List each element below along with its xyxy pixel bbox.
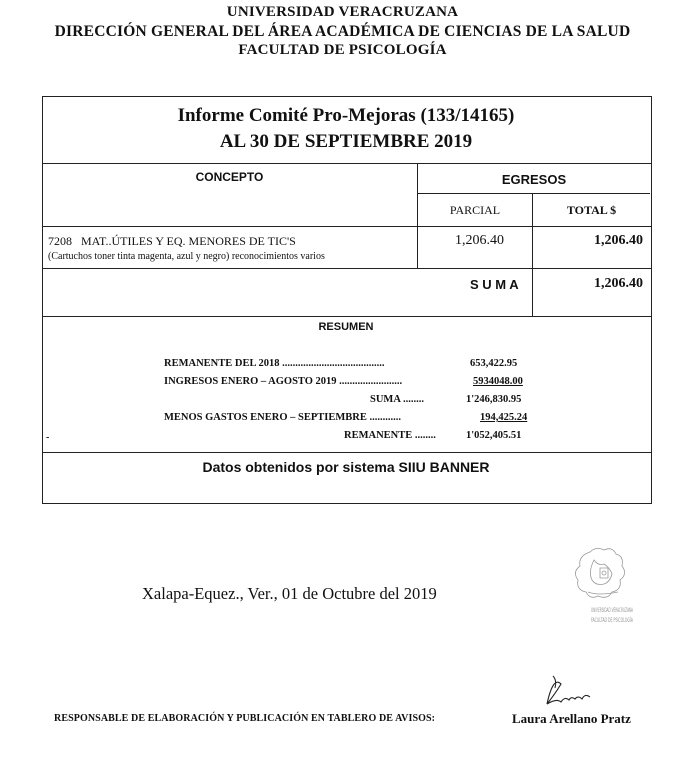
source-note: Datos obtenidos por sistema SIIU BANNER <box>202 459 490 475</box>
concept-header: CONCEPTO <box>195 170 264 184</box>
faculty-name: FACULTAD DE PSICOLOGÍA <box>238 42 447 58</box>
item-code: 7208 <box>48 234 72 248</box>
ingresos-value: 5934048.00 <box>473 376 523 387</box>
report-title: Informe Comité Pro-Mejoras (133/14165) <box>177 105 515 126</box>
gastos-value: 194,425.24 <box>480 412 528 423</box>
item-row <box>48 234 296 249</box>
university-seal <box>560 540 650 640</box>
direction-name: DIRECCIÓN GENERAL DEL ÁREA ACADÉMICA DE CIENCIAS DE LA SALUD <box>54 23 631 40</box>
remanente-2018-value: 653,422.95 <box>470 358 518 369</box>
stamp-text-1: UNIVERSIDAD VERACRUZANA <box>591 607 634 614</box>
item-parcial: 1,206.40 <box>455 233 504 248</box>
item-detail: (Cartuchos toner tinta magenta, azul y negro) reconocimientos varios <box>48 251 325 262</box>
place-date: Xalapa-Equez., Ver., 01 de Octubre del 2019 <box>142 584 437 603</box>
university-name: UNIVERSIDAD VERACRUZANA <box>226 4 459 20</box>
suma-value: 1,206.40 <box>594 276 643 291</box>
total-header: TOTAL $ <box>566 203 617 217</box>
stamp-text-2: FACULTAD DE PSICOLOGÍA <box>591 617 634 624</box>
remanente-value: 1'052,405.51 <box>466 430 522 441</box>
summary-suma-value: 1'246,830.95 <box>466 394 522 405</box>
dash-mark: - <box>46 432 50 443</box>
remanente-2018-label: REMANENTE DEL 2018 ....................................... <box>164 358 385 369</box>
item-total: 1,206.40 <box>594 233 643 248</box>
parcial-header: PARCIAL <box>449 203 501 217</box>
report-table <box>42 96 652 504</box>
summary-suma-label: SUMA ........ <box>370 394 424 405</box>
gastos-label: MENOS GASTOS ENERO – SEPTIEMBRE ............ <box>164 412 401 423</box>
summary-title: RESUMEN <box>318 321 374 333</box>
item-description: MAT..ÚTILES Y EQ. MENORES DE TIC'S <box>81 234 296 248</box>
egresos-header: EGRESOS <box>501 172 567 187</box>
remanente-label: REMANENTE ........ <box>344 430 436 441</box>
responsible-name: Laura Arellano Pratz <box>512 711 631 726</box>
report-date: AL 30 DE SEPTIEMBRE 2019 <box>219 131 473 152</box>
responsible-label: RESPONSABLE DE ELABORACIÓN Y PUBLICACIÓN EN TABLERO DE AVISOS: <box>54 713 436 724</box>
suma-label: S U M A <box>470 277 519 292</box>
ingresos-label: INGRESOS ENERO – AGOSTO 2019 ........................ <box>164 376 403 387</box>
